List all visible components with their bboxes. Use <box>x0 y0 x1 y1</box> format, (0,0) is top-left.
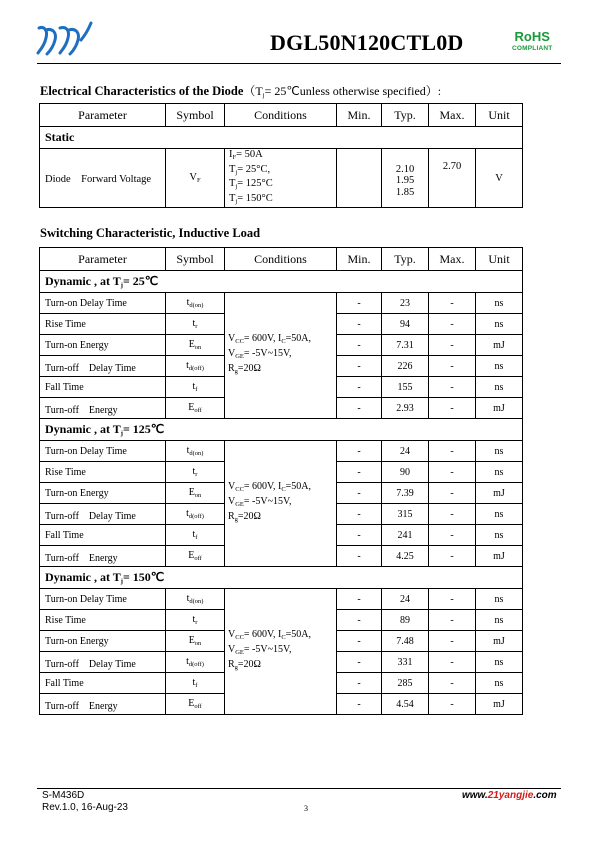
typ-cell: 226 <box>382 356 429 377</box>
max-cell: - <box>429 356 476 377</box>
typ-cell: 24 <box>382 589 429 610</box>
typ-cell: 7.48 <box>382 631 429 652</box>
unit-cell: ns <box>476 293 523 314</box>
symbol-cell: $t_r$ <box>166 314 225 335</box>
unit-cell: mJ <box>476 631 523 652</box>
min-cell: - <box>337 377 382 398</box>
param-cell: Rise Time <box>40 610 166 631</box>
max-cell: - <box>429 589 476 610</box>
header-min: Min. <box>337 104 382 127</box>
group-title: Dynamic , at $T_j=$ 150℃ <box>40 567 523 589</box>
min-cell: - <box>337 504 382 525</box>
symbol-cell: $t_{d(off)}$ <box>166 504 225 525</box>
typ-cell: 94 <box>382 314 429 335</box>
symbol-cell: $E_{on}$ <box>166 335 225 356</box>
unit-cell: ns <box>476 314 523 335</box>
unit-cell: ns <box>476 356 523 377</box>
footer-divider <box>37 788 561 789</box>
symbol-cell: $V_F$ <box>166 149 225 208</box>
min-cell: - <box>337 462 382 483</box>
group-title: Static <box>40 127 523 149</box>
part-number-title: DGL50N120CTL0D <box>270 30 464 55</box>
switching-characteristics-table <box>39 247 523 715</box>
symbol-cell: $E_{off}$ <box>166 398 225 419</box>
min-cell: - <box>337 694 382 715</box>
param-cell: Turn-on Energy <box>40 335 166 356</box>
typ-cell: 285 <box>382 673 429 694</box>
typ-cell: 315 <box>382 504 429 525</box>
symbol-cell: $t_f$ <box>166 673 225 694</box>
footer-document-info <box>42 790 128 814</box>
rohs-compliant-label: COMPLIANT <box>512 45 553 52</box>
min-cell: - <box>337 335 382 356</box>
group-row-static <box>40 127 523 149</box>
header-symbol: Symbol <box>166 248 225 271</box>
min-cell: - <box>337 652 382 673</box>
param-cell: Turn-on Delay Time <box>40 293 166 314</box>
conditions-cell: $V_{CC}= 600V$, $I_C=50A$, $V_{GE}=$ -5V~15V, $R_g=20\Omega$ <box>225 293 337 419</box>
typ-cell: 7.31 <box>382 335 429 356</box>
unit-cell: mJ <box>476 483 523 504</box>
table-row <box>40 293 523 314</box>
min-cell: - <box>337 673 382 694</box>
max-cell: - <box>429 398 476 419</box>
max-cell: - <box>429 673 476 694</box>
conditions-cell: $V_{CC}= 600V$, $I_C=50A$, $V_{GE}=$ -5V~15V, $R_g=20\Omega$ <box>225 441 337 567</box>
unit-cell: mJ <box>476 335 523 356</box>
header-conditions: Conditions <box>225 248 337 271</box>
rohs-badge <box>512 29 552 53</box>
header-min: Min. <box>337 248 382 271</box>
group-row <box>40 419 523 441</box>
typ-cell: 331 <box>382 652 429 673</box>
typ-cell: 4.54 <box>382 694 429 715</box>
max-cell: - <box>429 462 476 483</box>
conditions-cell: $I_F= 50A$ $T_j= 25^\circ C$, $T_j= 125^\circ C$ $T_j= 150^\circ C$ <box>225 149 337 208</box>
conditions-cell: $V_{CC}= 600V$, $I_C=50A$, $V_{GE}=$ -5V~15V, $R_g=20\Omega$ <box>225 589 337 715</box>
min-cell: - <box>337 589 382 610</box>
param-cell: Turn-on Delay Time <box>40 589 166 610</box>
header-max: Max. <box>429 248 476 271</box>
max-cell: - <box>429 483 476 504</box>
min-cell <box>337 149 382 208</box>
param-cell: Fall Time <box>40 673 166 694</box>
document-code: S-M436D <box>42 790 85 801</box>
symbol-cell: $t_{d(on)}$ <box>166 441 225 462</box>
unit-cell: ns <box>476 652 523 673</box>
unit-cell: mJ <box>476 546 523 567</box>
min-cell: - <box>337 441 382 462</box>
max-cell: - <box>429 525 476 546</box>
group-row <box>40 567 523 589</box>
symbol-cell: $E_{off}$ <box>166 694 225 715</box>
param-cell: Turn-off Energy <box>40 694 166 715</box>
header-parameter: Parameter <box>40 104 166 127</box>
typ-cell: 89 <box>382 610 429 631</box>
header-max: Max. <box>429 104 476 127</box>
website-link[interactable]: www.21yangjie.com <box>462 790 557 801</box>
symbol-cell: $t_{d(on)}$ <box>166 293 225 314</box>
typ-cell: 23 <box>382 293 429 314</box>
table-row <box>40 589 523 610</box>
min-cell: - <box>337 483 382 504</box>
param-cell: Fall Time <box>40 377 166 398</box>
param-cell: Turn-off Delay Time <box>40 356 166 377</box>
symbol-cell: $E_{off}$ <box>166 546 225 567</box>
max-cell: - <box>429 610 476 631</box>
symbol-cell: $t_{d(off)}$ <box>166 356 225 377</box>
min-cell: - <box>337 293 382 314</box>
symbol-cell: $t_{d(on)}$ <box>166 589 225 610</box>
max-cell: - <box>429 314 476 335</box>
unit-cell: mJ <box>476 694 523 715</box>
table-row <box>40 149 523 208</box>
table-header-row <box>40 248 523 271</box>
max-cell: - <box>429 546 476 567</box>
max-cell: - <box>429 441 476 462</box>
group-row <box>40 271 523 293</box>
max-cell: 2.70 <box>429 149 476 208</box>
page-number: 3 <box>304 804 308 813</box>
min-cell: - <box>337 631 382 652</box>
typ-cell: 4.25 <box>382 546 429 567</box>
unit-cell: mJ <box>476 398 523 419</box>
header-symbol: Symbol <box>166 104 225 127</box>
header-parameter: Parameter <box>40 248 166 271</box>
symbol-cell: $t_f$ <box>166 525 225 546</box>
typ-cell: 90 <box>382 462 429 483</box>
param-cell: Turn-off Delay Time <box>40 504 166 525</box>
header-typ: Typ. <box>382 104 429 127</box>
unit-cell: ns <box>476 462 523 483</box>
param-cell: Rise Time <box>40 314 166 335</box>
max-cell: - <box>429 377 476 398</box>
switching-section-title: Switching Characteristic, Inductive Load <box>40 226 261 240</box>
typ-cell: 241 <box>382 525 429 546</box>
max-cell: - <box>429 335 476 356</box>
unit-cell: V <box>476 149 523 208</box>
param-cell: Turn-on Energy <box>40 631 166 652</box>
unit-cell: ns <box>476 441 523 462</box>
yangjie-logo-icon <box>36 20 94 56</box>
param-cell: Fall Time <box>40 525 166 546</box>
min-cell: - <box>337 356 382 377</box>
table-row <box>40 441 523 462</box>
unit-cell: ns <box>476 504 523 525</box>
typ-cell: 24 <box>382 441 429 462</box>
typ-cell: 155 <box>382 377 429 398</box>
unit-cell: ns <box>476 673 523 694</box>
unit-cell: ns <box>476 610 523 631</box>
param-cell: Turn-on Delay Time <box>40 441 166 462</box>
param-cell: Turn-off Energy <box>40 546 166 567</box>
diode-section-title: Electrical Characteristics of the $Diode(T_j=$ 25℃unless otherwise specified）: <box>40 84 442 99</box>
header-unit: Unit <box>476 248 523 271</box>
param-cell: Diode Forward Voltage <box>40 149 166 208</box>
param-cell: Rise Time <box>40 462 166 483</box>
min-cell: - <box>337 525 382 546</box>
symbol-cell: $t_{d(off)}$ <box>166 652 225 673</box>
symbol-cell: $t_r$ <box>166 610 225 631</box>
param-cell: Turn-off Delay Time <box>40 652 166 673</box>
max-cell: - <box>429 293 476 314</box>
typ-cell: 7.39 <box>382 483 429 504</box>
max-cell: - <box>429 504 476 525</box>
table-header-row <box>40 104 523 127</box>
symbol-cell: $E_{on}$ <box>166 483 225 504</box>
group-title: Dynamic , at $T_j=$ 125℃ <box>40 419 523 441</box>
diode-characteristics-table <box>39 103 523 208</box>
min-cell: - <box>337 314 382 335</box>
typ-cell: 2.93 <box>382 398 429 419</box>
min-cell: - <box>337 610 382 631</box>
typ-cell: 2.10 1.95 1.85 <box>382 149 429 208</box>
unit-cell: ns <box>476 525 523 546</box>
group-title: Dynamic , at $T_j=$ 25℃ <box>40 271 523 293</box>
document-revision: Rev.1.0, 16-Aug-23 <box>42 802 128 813</box>
symbol-cell: $E_{on}$ <box>166 631 225 652</box>
min-cell: - <box>337 398 382 419</box>
header-divider <box>37 63 561 64</box>
max-cell: - <box>429 694 476 715</box>
header-unit: Unit <box>476 104 523 127</box>
param-cell: Turn-on Energy <box>40 483 166 504</box>
header-conditions: Conditions <box>225 104 337 127</box>
unit-cell: ns <box>476 377 523 398</box>
symbol-cell: $t_f$ <box>166 377 225 398</box>
rohs-label: RoHS <box>514 29 550 44</box>
symbol-cell: $t_r$ <box>166 462 225 483</box>
max-cell: - <box>429 652 476 673</box>
header-typ: Typ. <box>382 248 429 271</box>
param-cell: Turn-off Energy <box>40 398 166 419</box>
unit-cell: ns <box>476 589 523 610</box>
min-cell: - <box>337 546 382 567</box>
max-cell: - <box>429 631 476 652</box>
